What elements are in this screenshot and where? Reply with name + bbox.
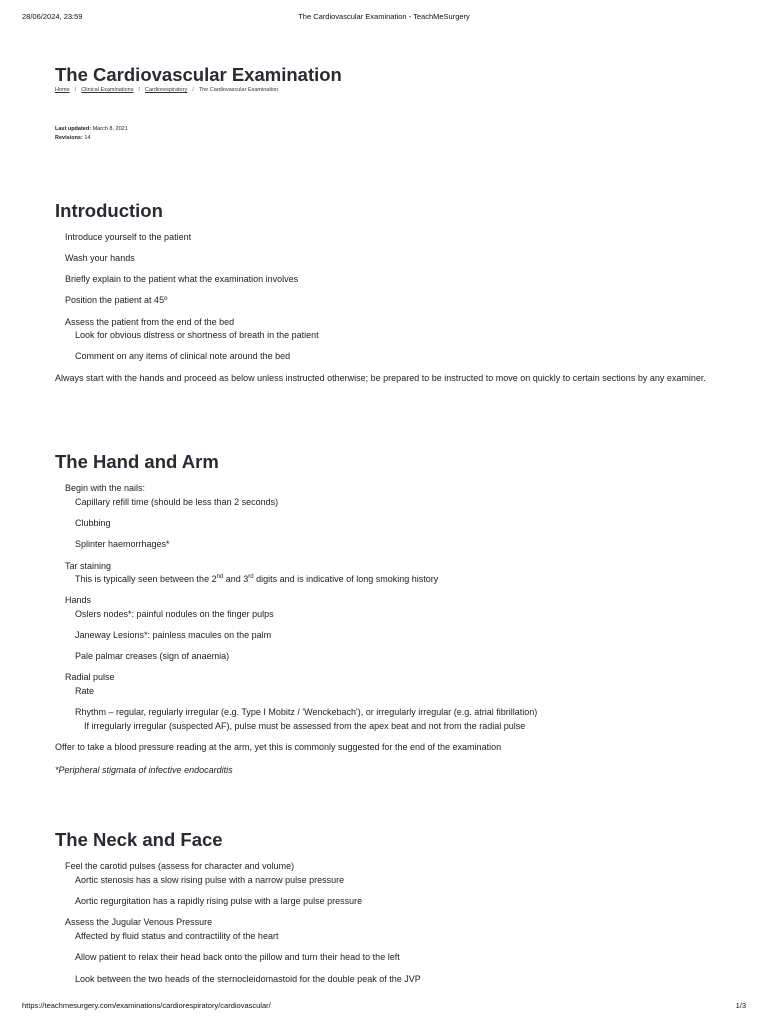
list-item: Tar staining (65, 561, 112, 571)
section-heading-introduction: Introduction (55, 200, 163, 221)
sub-list-item: Aortic regurgitation has a rapidly rising pulse with a large pulse pressure (75, 896, 363, 906)
last-updated-label: Last updated: (55, 126, 92, 132)
list-item: Introduce yourself to the patient (65, 232, 192, 242)
revisions-value: 14 (84, 135, 91, 141)
sub-list-item: Allow patient to relax their head back onto the pillow and turn their head to the left (75, 952, 400, 962)
list-item: Assess the patient from the end of the bed (65, 317, 235, 327)
print-header (22, 12, 746, 22)
sub-sub-list-item: If irregularly irregular (suspected AF), pulse must be assessed from the apex beat and not from the radial pulse (84, 721, 526, 731)
sub-list-item: Rhythm – regular, regularly irregular (e.g. Type I Mobitz / 'Wenckebach'), or irregularly irregular (e.g. atrial fibrillation) (75, 707, 538, 717)
tar-text-superscript: rd (248, 574, 254, 580)
last-updated (55, 126, 128, 132)
last-updated-value: March 8, 2021 (92, 126, 128, 132)
print-page-number: 1/3 (735, 1001, 746, 1010)
intro-paragraph: Always start with the hands and proceed as below unless instructed otherwise; be prepared to be instructed to move on quickly to certain sections by any examiner. (55, 373, 706, 383)
revisions-label: Revisions: (55, 135, 83, 141)
list-item: Wash your hands (65, 253, 135, 263)
sub-list-item: Rate (75, 686, 95, 696)
list-item: Feel the carotid pulses (assess for character and volume) (65, 861, 295, 871)
section-heading-hand-and-arm: The Hand and Arm (55, 451, 219, 472)
revisions (55, 135, 90, 141)
breadcrumb-separator: / (138, 87, 141, 93)
tar-text-part: This is typically seen between the 2 (75, 574, 217, 584)
footnote: *Peripheral stigmata of infective endocarditis (55, 765, 233, 775)
sub-list-item: Pale palmar creases (sign of anaemia) (75, 651, 230, 661)
section-heading-neck-and-face: The Neck and Face (55, 829, 223, 850)
sub-list-item: Look between the two heads of the sternocleidomastoid for the double peak of the JVP (75, 974, 421, 984)
breadcrumb-separator: / (192, 87, 194, 93)
breadcrumb-separator: / (74, 87, 77, 93)
list-item: Briefly explain to the patient what the examination involves (65, 274, 299, 284)
sub-list-item: Aortic stenosis has a slow rising pulse with a narrow pulse pressure (75, 875, 345, 885)
sub-list-item: Affected by fluid status and contractility of the heart (75, 931, 279, 941)
tar-text-superscript: nd (216, 574, 224, 580)
breadcrumb (55, 87, 278, 93)
list-item: Position the patient at 45º (65, 295, 168, 305)
hand-paragraph: Offer to take a blood pressure reading at the arm, yet this is commonly suggested for the end of the examination (55, 742, 502, 752)
print-footer (22, 1001, 746, 1011)
breadcrumb-cardiorespiratory-link[interactable]: Cardiorespiratory (145, 87, 188, 93)
breadcrumb-home-link[interactable]: Home (55, 87, 70, 93)
sub-list-item: Janeway Lesions*: painless macules on the palm (75, 630, 272, 640)
list-item: Radial pulse (65, 672, 115, 682)
list-item: Assess the Jugular Venous Pressure (65, 917, 213, 927)
sub-list-item: Oslers nodes*: painful nodules on the finger pulps (75, 609, 274, 619)
sub-list-item-tar-staining (75, 574, 438, 585)
sub-list-item: Splinter haemorrhages* (75, 539, 170, 549)
list-item: Begin with the nails: (65, 483, 146, 493)
sub-list-item: Look for obvious distress or shortness of breath in the patient (75, 330, 319, 340)
print-page-title: The Cardiovascular Examination - TeachMeSurgery (298, 12, 470, 21)
tar-text-part: digits and is indicative of long smoking history (253, 574, 439, 584)
sub-list-item: Capillary refill time (should be less than 2 seconds) (75, 497, 279, 507)
list-item: Hands (65, 595, 92, 605)
page-title: The Cardiovascular Examination (55, 64, 342, 85)
print-url: https://teachmesurgery.com/examinations/cardiorespiratory/cardiovascular/ (22, 1001, 271, 1010)
print-timestamp: 28/06/2024, 23:59 (22, 12, 83, 21)
sub-list-item: Comment on any items of clinical note around the bed (75, 351, 291, 361)
breadcrumb-clinical-examinations-link[interactable]: Clinical Examinations (81, 87, 134, 93)
sub-list-item: Clubbing (75, 518, 111, 528)
tar-text-part: and 3 (223, 574, 249, 584)
breadcrumb-current: The Cardiovascular Examination (198, 87, 279, 93)
